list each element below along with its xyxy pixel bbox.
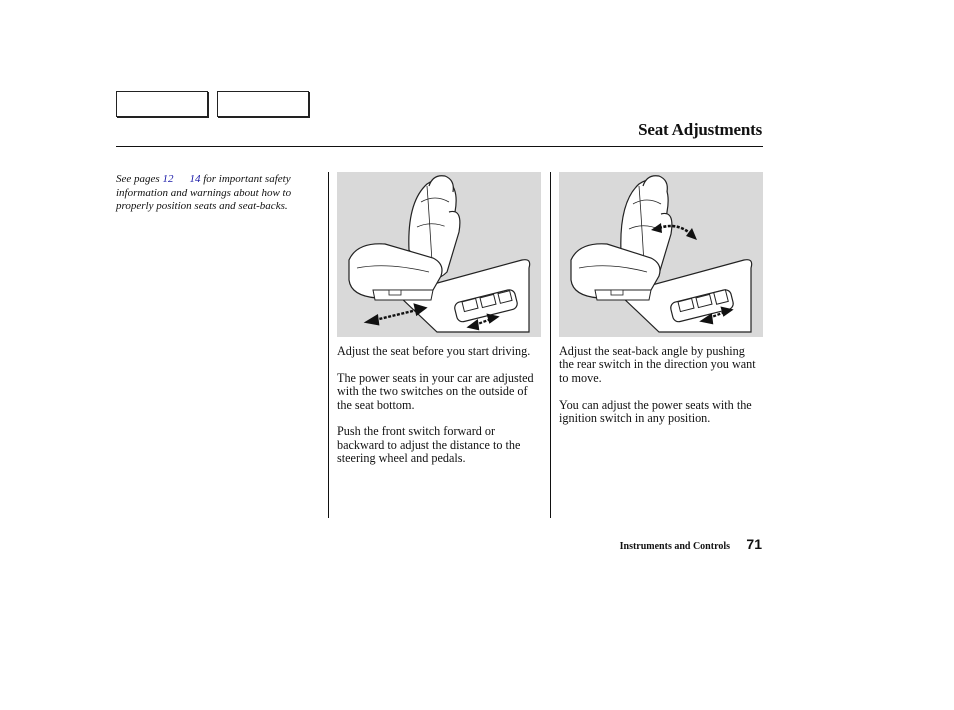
paragraph: Adjust the seat-back angle by pushing the rear switch in the direction you want to move. bbox=[559, 344, 756, 385]
title-divider bbox=[116, 146, 763, 147]
rear-switch bbox=[498, 291, 512, 304]
seat-recline-drawing bbox=[559, 172, 763, 337]
column-divider-right bbox=[550, 172, 551, 518]
next-page-button[interactable] bbox=[217, 91, 309, 117]
rear-switch bbox=[714, 290, 729, 305]
paragraph: The power seats in your car are adjusted with the two switches on the outside of the seat bottom. bbox=[337, 370, 534, 412]
safety-note bbox=[116, 173, 321, 214]
safety-note-prefix: See pages bbox=[116, 173, 163, 185]
seat-switch-small bbox=[389, 290, 401, 295]
seat-base bbox=[373, 290, 433, 300]
page-link-14[interactable]: 14 bbox=[189, 173, 201, 185]
slide-arrow-icon bbox=[367, 305, 425, 324]
paragraph: You can adjust the power seats with the ignition switch in any position. bbox=[559, 397, 752, 426]
safety-note-suffix: for important safety information and warnings about how to properly position seats and seat-backs. bbox=[116, 173, 292, 212]
paragraph: Push the front switch forward or backward to adjust the distance to the steering wheel and pedals. bbox=[337, 424, 521, 466]
footer-section-label: Instruments and Controls bbox=[619, 541, 730, 552]
seat-slide-drawing bbox=[337, 172, 541, 337]
page-title: Seat Adjustments bbox=[638, 120, 762, 139]
seat-slide-illustration bbox=[337, 172, 541, 337]
seat-recline-illustration bbox=[559, 172, 763, 337]
page-link-12[interactable]: 12 bbox=[162, 173, 174, 185]
previous-page-button[interactable] bbox=[116, 91, 208, 117]
column-right-text bbox=[559, 345, 759, 439]
column-divider-left bbox=[328, 172, 329, 518]
paragraph: Adjust the seat before you start driving. bbox=[337, 344, 531, 358]
column-left-text bbox=[337, 345, 537, 479]
page-number: 71 bbox=[746, 536, 762, 552]
